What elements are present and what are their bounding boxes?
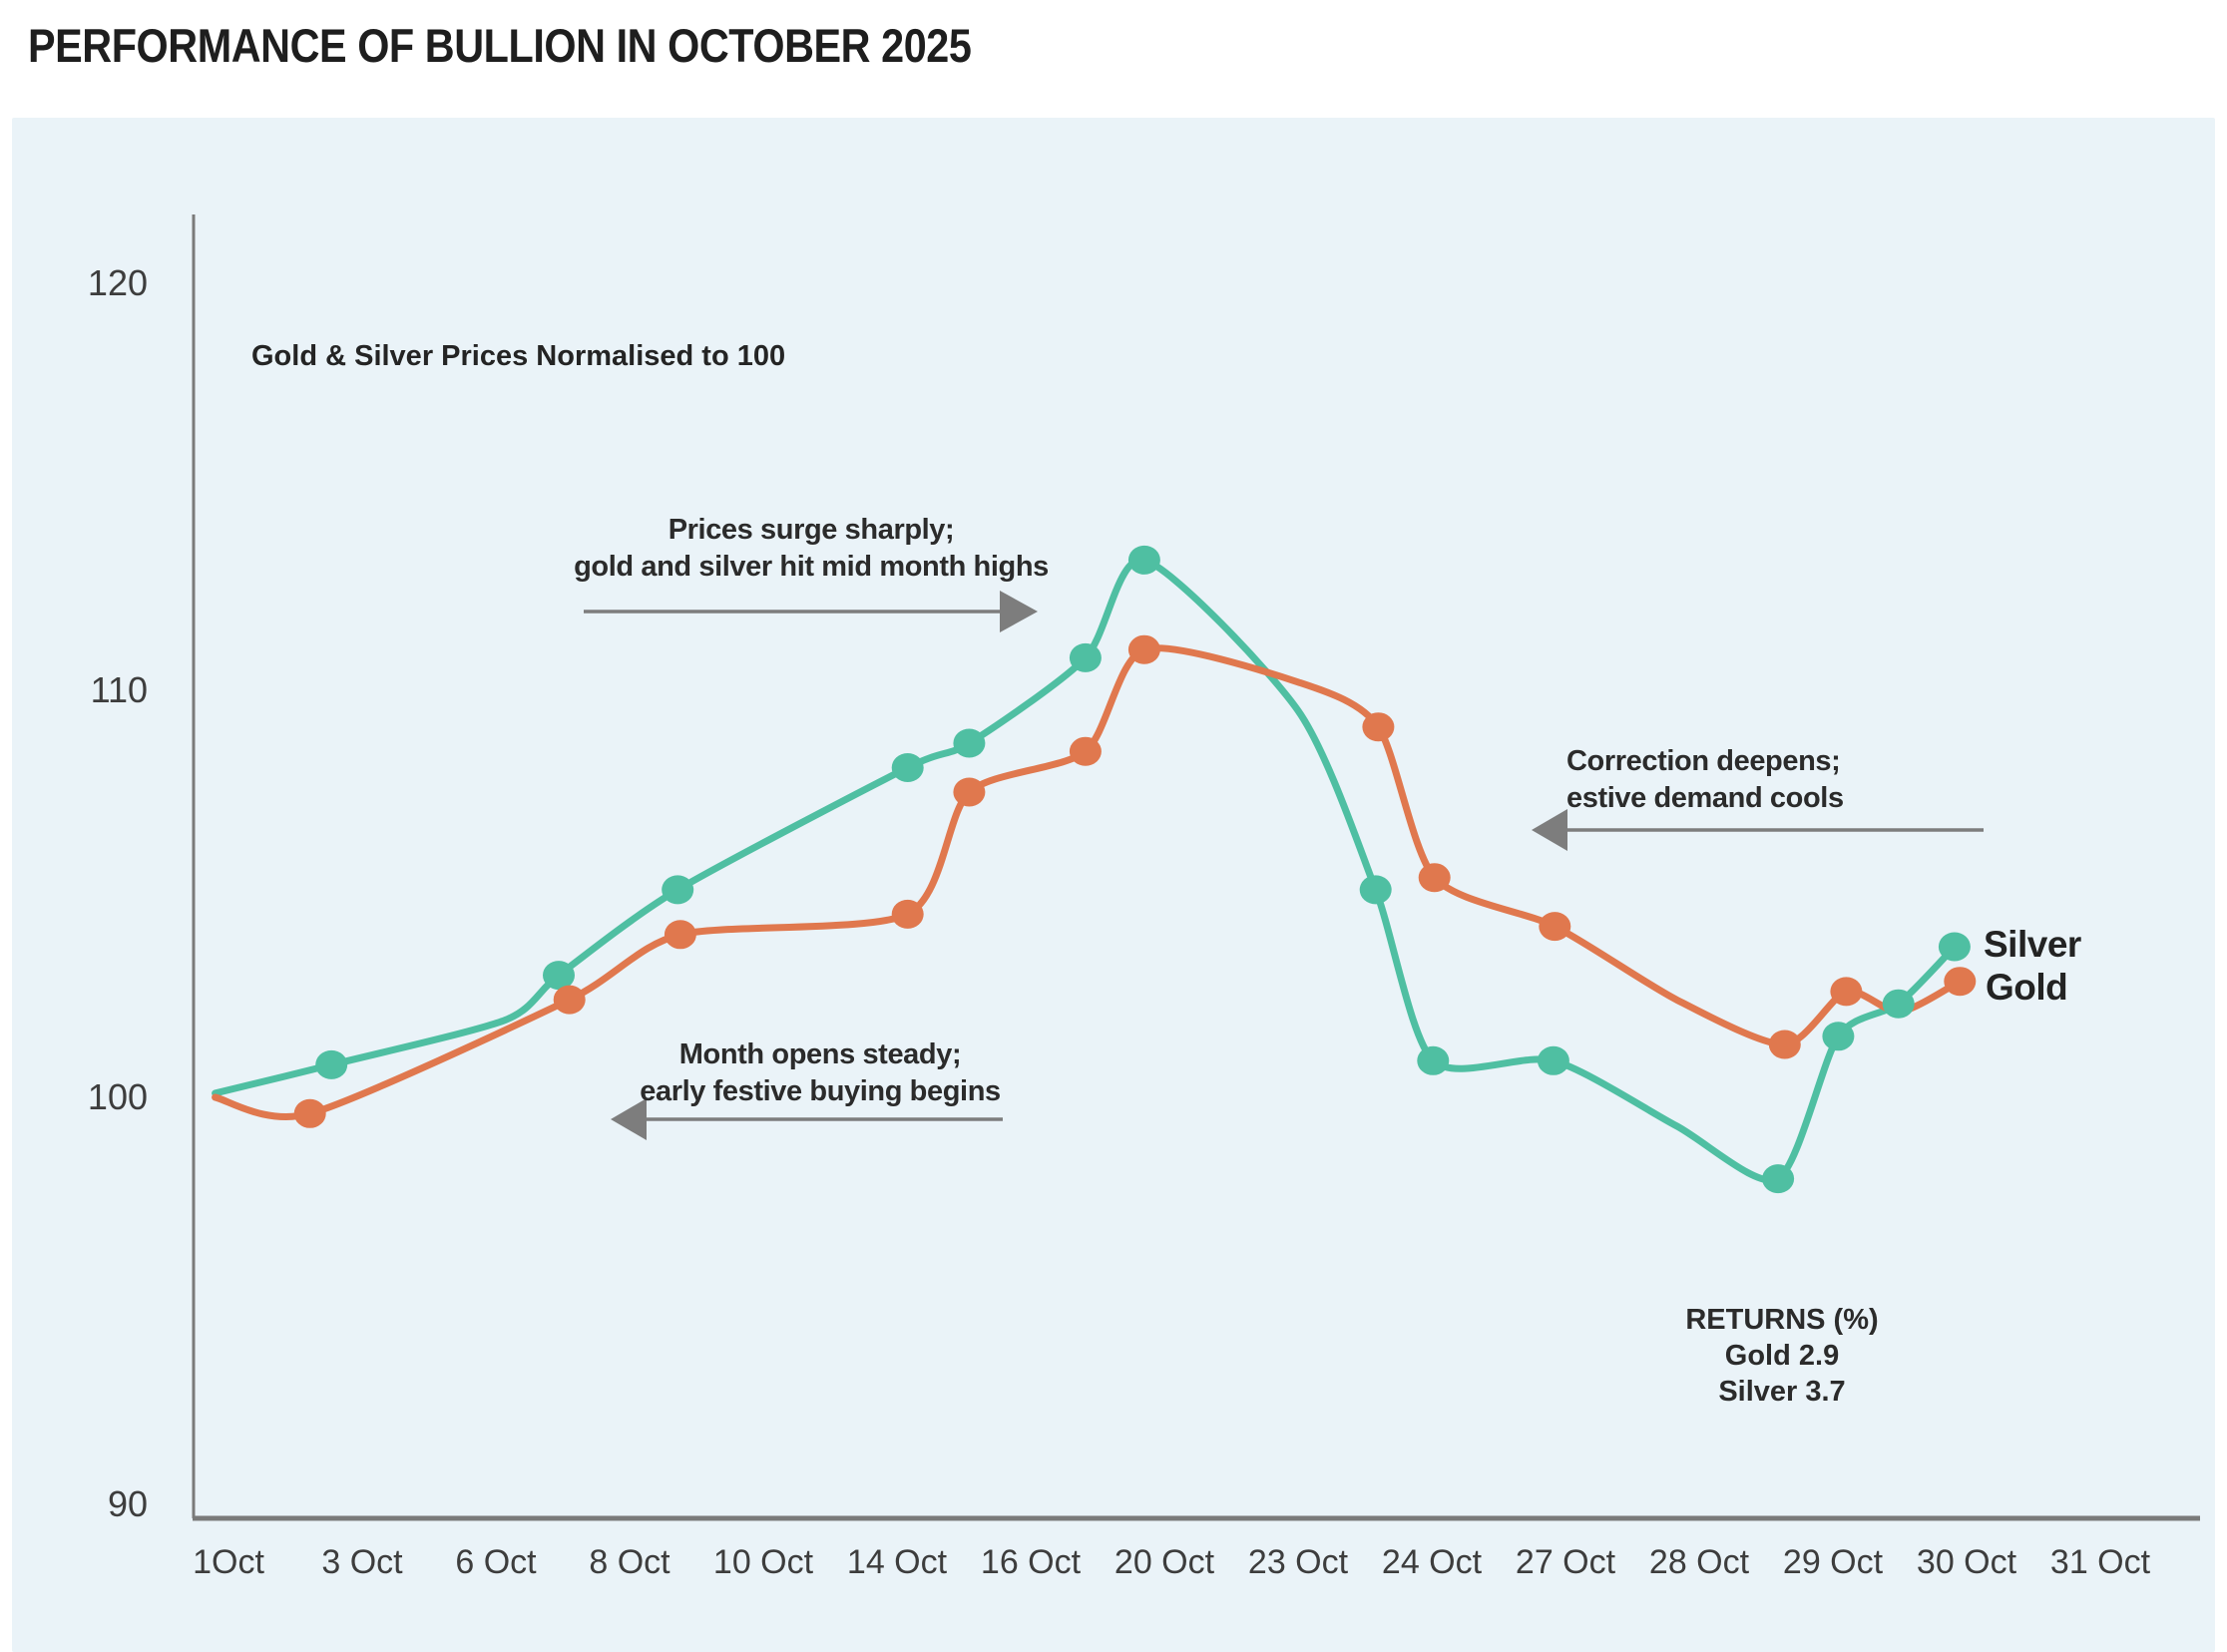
- gold-point: [1362, 712, 1394, 741]
- x-tick-label-31-oct: 31 Oct: [2049, 1543, 2151, 1581]
- silver-point: [662, 875, 693, 904]
- gold-point: [1539, 912, 1570, 941]
- returns-silver: Silver 3.7: [1718, 1376, 1846, 1408]
- returns-title: RETURNS (%): [1685, 1304, 1879, 1336]
- x-tick-label-8-oct: 8 Oct: [589, 1543, 670, 1581]
- gold-point: [1944, 967, 1976, 996]
- gold-point: [1128, 635, 1160, 664]
- silver-point: [1762, 1164, 1794, 1193]
- gold-point: [554, 986, 586, 1015]
- returns-note: [1685, 1302, 1878, 1410]
- x-tick-label-16-oct: 16 Oct: [980, 1543, 1082, 1581]
- silver-point: [1070, 643, 1102, 672]
- annotation-correction-deepens: [1566, 743, 1844, 817]
- returns-gold: Gold 2.9: [1724, 1340, 1840, 1372]
- series-label-gold: Gold: [1986, 967, 2068, 1008]
- silver-point: [1360, 875, 1392, 904]
- silver-point: [1417, 1046, 1449, 1075]
- gold-line: [216, 648, 1961, 1117]
- y-tick-label-90: 90: [107, 1483, 148, 1524]
- annotation-line: Correction deepens;: [1566, 745, 1841, 777]
- silver-point: [315, 1050, 347, 1079]
- x-tick-label-1oct: 1Oct: [193, 1543, 264, 1581]
- annotation-line: Prices surge sharply;: [668, 514, 955, 546]
- x-tick-label-27-oct: 27 Oct: [1515, 1543, 1616, 1581]
- silver-point: [1939, 933, 1971, 962]
- x-tick-label-24-oct: 24 Oct: [1381, 1543, 1483, 1581]
- gold-point: [1830, 977, 1862, 1006]
- annotation-prices-surge: [574, 512, 1049, 586]
- page-title: PERFORMANCE OF BULLION IN OCTOBER 2025: [28, 19, 972, 72]
- gold-point: [1769, 1031, 1801, 1059]
- annotation-line: gold and silver hit mid month highs: [574, 551, 1049, 583]
- x-tick-label-14-oct: 14 Oct: [846, 1543, 948, 1581]
- gold-point: [294, 1099, 326, 1128]
- gold-point: [953, 778, 985, 807]
- silver-point: [1822, 1022, 1854, 1050]
- y-tick-label-120: 120: [87, 262, 148, 303]
- arrow-right-icon: [584, 591, 1038, 632]
- annotation-month-opens: [640, 1036, 1001, 1110]
- gold-point: [1070, 737, 1102, 766]
- x-tick-label-6-oct: 6 Oct: [455, 1543, 537, 1581]
- x-tick-label-3-oct: 3 Oct: [321, 1543, 403, 1581]
- y-tick-label-110: 110: [90, 669, 148, 710]
- silver-point: [1538, 1046, 1569, 1075]
- x-tick-label-30-oct: 30 Oct: [1916, 1543, 2017, 1581]
- x-tick-label-28-oct: 28 Oct: [1648, 1543, 1750, 1581]
- x-tick-label-10-oct: 10 Oct: [712, 1543, 814, 1581]
- x-tick-label-23-oct: 23 Oct: [1247, 1543, 1349, 1581]
- series-label-silver: Silver: [1984, 924, 2081, 965]
- annotation-line: early festive buying begins: [640, 1075, 1001, 1107]
- gold-point: [892, 900, 924, 929]
- annotation-line: Month opens steady;: [678, 1038, 962, 1070]
- y-tick-label-100: 100: [87, 1076, 148, 1117]
- gold-point: [1419, 863, 1451, 892]
- silver-point: [953, 729, 985, 758]
- silver-point: [1883, 990, 1915, 1019]
- x-tick-label-20-oct: 20 Oct: [1114, 1543, 1215, 1581]
- x-tick-label-29-oct: 29 Oct: [1782, 1543, 1884, 1581]
- silver-point: [892, 753, 924, 782]
- silver-point: [1128, 546, 1160, 575]
- chart-subtitle: Gold & Silver Prices Normalised to 100: [251, 340, 786, 372]
- annotation-line: estive demand cools: [1566, 782, 1844, 814]
- gold-point: [665, 920, 696, 949]
